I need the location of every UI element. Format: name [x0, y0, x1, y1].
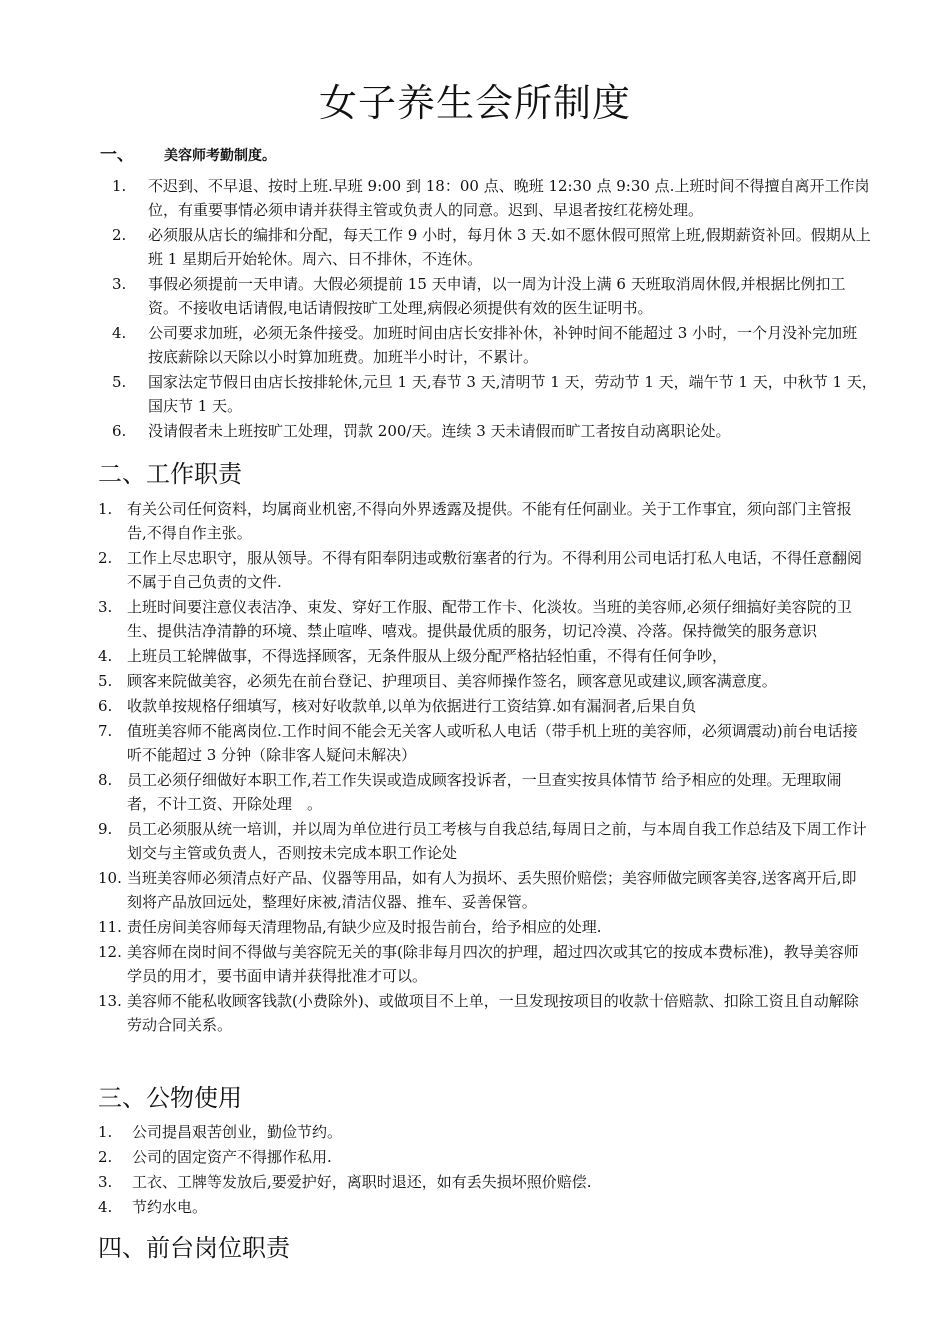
list-item [98, 1195, 868, 1219]
list-item-number: 4. [112, 324, 127, 342]
list-item [98, 546, 868, 594]
list-item [98, 719, 868, 767]
list-item [112, 174, 872, 222]
list-item-number: 1. [112, 177, 127, 195]
document-title: 女子养生会所制度 [318, 81, 631, 125]
list-item [98, 915, 868, 939]
list-item-text: 员工必须服从统一培训，并以周为单位进行员工考核与自我总结,每周日之前，与本周自我工作总结及下周工作计划交与主管或负责人，否则按未完成本职工作论处 [127, 820, 867, 862]
list-item-number: 4. [98, 1198, 113, 1216]
list-item [98, 817, 868, 865]
list-item-text: 上班员工轮牌做事，不得选择顾客，无条件服从上级分配严格拈轻怕重，不得有任何争吵， [127, 647, 728, 665]
list-item-number: 1. [98, 500, 113, 518]
list-item-number: 13. [98, 992, 122, 1010]
list-item-text: 节约水电。 [132, 1198, 208, 1216]
list-item-text: 国家法定节假日由店长按排轮休,元旦 1 天,春节 3 天,清明节 1 天，劳动节 1 天，端午节 1 天，中秋节 1 天， 国庆节 1 天。 [148, 373, 885, 415]
list-item-number: 7. [98, 722, 113, 740]
list-item-text: 公司的固定资产不得挪作私用. [132, 1148, 332, 1166]
list-item [112, 272, 872, 320]
list-item [98, 497, 868, 545]
list-item [98, 644, 868, 668]
section-1-number: 一、 [100, 145, 134, 165]
section-3-heading: 三、公物使用 [98, 1084, 242, 1112]
list-item [98, 940, 868, 988]
list-item-number: 3. [98, 598, 113, 616]
list-item-number: 3. [98, 1173, 113, 1191]
section-1-list [112, 174, 885, 444]
list-item-number: 9. [98, 820, 113, 838]
list-item [112, 321, 872, 369]
section-2-list [98, 497, 868, 1038]
section-3-list [98, 1120, 868, 1220]
list-item-number: 10. [98, 869, 122, 887]
list-item-text: 责任房间美容师每天清理物品,有缺少应及时报告前台，给予相应的处理. [127, 918, 602, 936]
list-item-text: 公司提昌艰苦创业，勤俭节约。 [132, 1123, 343, 1141]
list-item-text: 上班时间要注意仪表洁净、束发、穿好工作服、配带工作卡、化淡妆。当班的美容师,必须仔细搞好美容院的卫生、提供洁净清静的环境、禁止喧哗、嘻戏。提供最优质的服务，切记冷漠、冷落。保持微笑的服务意识 [127, 598, 852, 640]
section-1-heading [100, 140, 276, 165]
list-item-text: 当班美容师必须清点好产品、仪器等用品，如有人为损坏、丢失照价赔偿；美容师做完顾客美容,送客离开后,即刻将产品放回远处，整理好床被,清洁仪器、推车、妥善保管。 [127, 869, 857, 911]
list-item-text: 员工必须仔细做好本职工作,若工作失误或造成顾客投诉者，一旦查实按具体情节 给予相应的处理。无理取闹者，不计工资、开除处理 。 [127, 771, 842, 813]
section-2-heading: 二、工作职责 [98, 460, 242, 488]
list-item-number: 6. [112, 422, 127, 440]
list-item [98, 694, 868, 718]
list-item-text: 美容师在岗时间不得做与美容院无关的事(除非每月四次的护理，超过四次或其它的按成本费标准)，教导美容师学员的用才，要书面申请并获得批准才可以。 [127, 943, 859, 985]
list-item-number: 8. [98, 771, 113, 789]
list-item [98, 989, 868, 1037]
list-item-text: 工作上尽忠职守，服从领导。不得有阳奉阴违或敷衍塞者的行为。不得利用公司电话打私人电话，不得任意翻阅不属于自己负责的文件. [127, 549, 863, 591]
list-item-text: 没请假者未上班按旷工处理，罚款 200/天。连续 3 天未请假而旷工者按自动离职论处。 [148, 422, 731, 440]
list-item [98, 595, 868, 643]
list-item-text: 值班美容师不能离岗位.工作时间不能会无关客人或听私人电话（带手机上班的美容师，必须调震动)前台电话接听不能超过 3 分钟（除非客人疑问未解决） [127, 722, 858, 764]
list-item [98, 669, 868, 693]
list-item-number: 3. [112, 275, 127, 293]
list-item-number: 6. [98, 697, 113, 715]
list-item [98, 1170, 868, 1194]
list-item-number: 1. [98, 1123, 113, 1141]
list-item-number: 2. [112, 226, 127, 244]
list-item-number: 11. [98, 918, 122, 936]
list-item-text: 美容师不能私收顾客钱款(小费除外)、或做项目不上单，一旦发现按项目的收款十倍赔款、扣除工资且自动解除劳动合同关系。 [127, 992, 859, 1034]
list-item-number: 12. [98, 943, 122, 961]
list-item-text: 事假必须提前一天申请。大假必须提前 15 天申请，以一周为计没上满 6 天班取消周休假,并根据比例扣工资。不接收电话请假,电话请假按旷工处理,病假必须提供有效的医生证明书。 [148, 275, 846, 317]
list-item-text: 顾客来院做美容，必须先在前台登记、护理项目、美容师操作签名，顾客意见或建议,顾客满意度。 [127, 672, 777, 690]
list-item [112, 419, 872, 443]
list-item-number: 4. [98, 647, 113, 665]
list-item-text: 公司要求加班，必须无条件接受。加班时间由店长安排补休，补钟时间不能超过 3 小时，一个月没补完加班按底薪除以天除以小时算加班费。加班半小时计，不累计。 [148, 324, 858, 366]
list-item [98, 1145, 868, 1169]
list-item [112, 223, 872, 271]
section-4-heading: 四、前台岗位职责 [98, 1234, 290, 1262]
section-1-title: 美容师考勤制度。 [164, 148, 276, 164]
list-item-number: 2. [98, 1148, 113, 1166]
list-item [98, 768, 868, 816]
list-item-text: 有关公司任何资料，均属商业机密,不得向外界透露及提供。不能有任何副业。关于工作事宜，须向部门主管报告,不得自作主张。 [127, 500, 852, 542]
list-item-number: 5. [98, 672, 113, 690]
list-item-number: 2. [98, 549, 113, 567]
list-item-number: 5. [112, 373, 127, 391]
list-item [98, 866, 868, 914]
list-item-text: 工衣、工牌等发放后,要爱护好，离职时退还，如有丢失损坏照价赔偿. [132, 1173, 592, 1191]
list-item-text: 收款单按规格仔细填写，核对好收款单,以单为依据进行工资结算.如有漏洞者,后果自负 [127, 697, 697, 715]
list-item-text: 必须服从店长的编排和分配，每天工作 9 小时，每月休 3 天.如不愿休假可照常上班,假期薪资补回。假期从上班 1 星期后开始轮休。周六、日不排休，不连休。 [148, 226, 871, 268]
list-item-text: 不迟到、不早退、按时上班.早班 9:00 到 18：00 点、晚班 12:30 点 9:30 点.上班时间不得擅自离开工作岗位，有重要事情必须申请并获得主管或负责人的同意。迟到、早退者按红花榜处理。 [148, 177, 870, 219]
list-item [112, 370, 885, 418]
list-item [98, 1120, 868, 1144]
